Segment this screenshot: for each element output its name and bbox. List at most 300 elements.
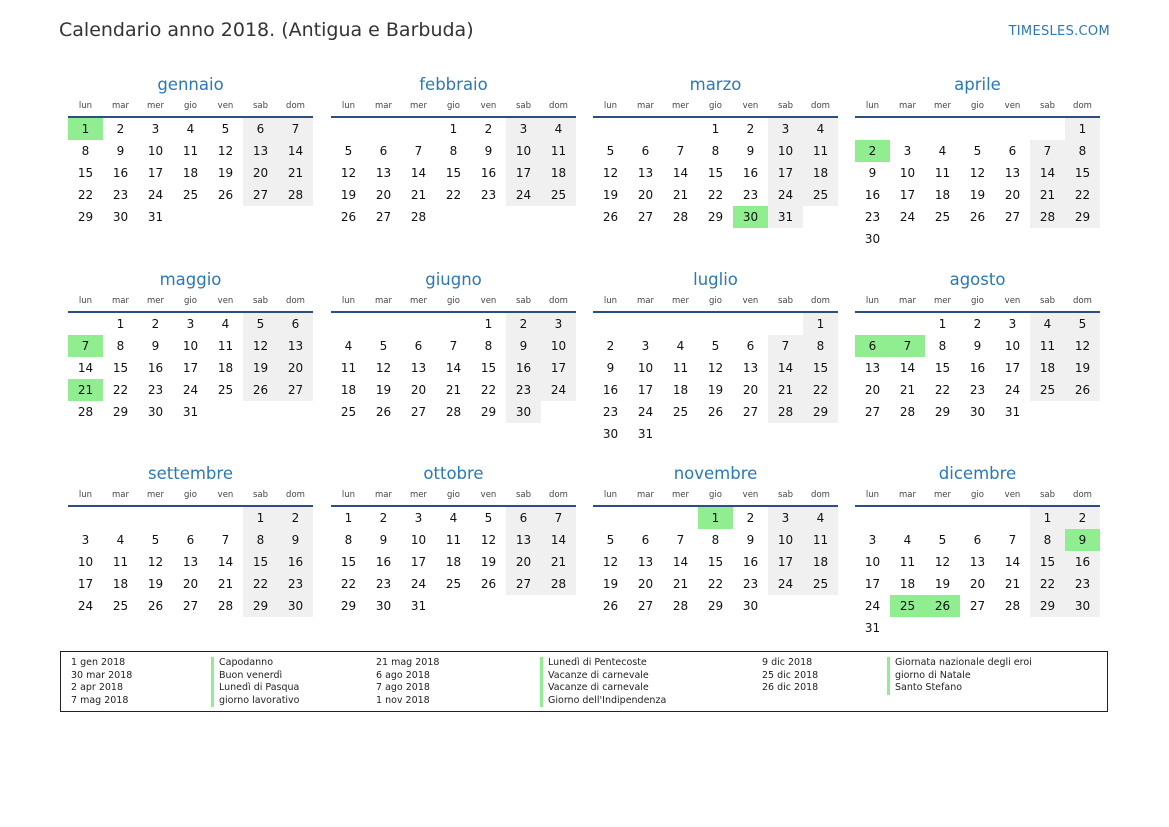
day-cell[interactable]: 20: [375, 188, 392, 202]
day-cell[interactable]: 26: [375, 405, 392, 419]
day-cell[interactable]: 10: [864, 555, 881, 569]
day-cell[interactable]: 26: [969, 210, 986, 224]
day-cell[interactable]: 21: [445, 383, 462, 397]
day-cell[interactable]: 19: [243, 357, 278, 379]
day-cell[interactable]: 23: [506, 379, 541, 401]
day-cell[interactable]: 9: [746, 144, 755, 158]
day-cell[interactable]: 19: [480, 555, 497, 569]
day-cell[interactable]: 27: [864, 405, 881, 419]
day-cell[interactable]: 19: [707, 383, 724, 397]
day-cell[interactable]: 2: [506, 313, 541, 335]
day-cell[interactable]: 11: [672, 361, 689, 375]
day-cell[interactable]: 19: [340, 188, 357, 202]
holiday-day-cell[interactable]: 1: [698, 507, 733, 529]
day-cell[interactable]: 3: [868, 533, 877, 547]
day-cell[interactable]: 10: [77, 555, 94, 569]
day-cell[interactable]: 1: [484, 317, 493, 331]
day-cell[interactable]: 8: [1065, 140, 1100, 162]
day-cell[interactable]: 4: [1030, 313, 1065, 335]
day-cell[interactable]: 29: [707, 599, 724, 613]
day-cell[interactable]: 29: [480, 405, 497, 419]
day-cell[interactable]: 15: [112, 361, 129, 375]
day-cell[interactable]: 23: [375, 577, 392, 591]
day-cell[interactable]: 2: [1065, 507, 1100, 529]
day-cell[interactable]: 20: [410, 383, 427, 397]
day-cell[interactable]: 26: [602, 210, 619, 224]
day-cell[interactable]: 28: [672, 599, 689, 613]
day-cell[interactable]: 3: [641, 339, 650, 353]
day-cell[interactable]: 20: [637, 188, 654, 202]
holiday-day-cell[interactable]: 25: [890, 595, 925, 617]
day-cell[interactable]: 30: [278, 595, 313, 617]
day-cell[interactable]: 5: [973, 144, 982, 158]
day-cell[interactable]: 26: [480, 577, 497, 591]
day-cell[interactable]: 15: [934, 361, 951, 375]
day-cell[interactable]: 24: [410, 577, 427, 591]
day-cell[interactable]: 22: [340, 577, 357, 591]
day-cell[interactable]: 21: [410, 188, 427, 202]
day-cell[interactable]: 24: [506, 184, 541, 206]
day-cell[interactable]: 7: [414, 144, 423, 158]
day-cell[interactable]: 17: [506, 162, 541, 184]
day-cell[interactable]: 8: [81, 144, 90, 158]
day-cell[interactable]: 1: [1030, 507, 1065, 529]
day-cell[interactable]: 22: [934, 383, 951, 397]
day-cell[interactable]: 12: [147, 555, 164, 569]
day-cell[interactable]: 26: [147, 599, 164, 613]
day-cell[interactable]: 30: [506, 401, 541, 423]
day-cell[interactable]: 5: [1065, 313, 1100, 335]
day-cell[interactable]: 25: [340, 405, 357, 419]
day-cell[interactable]: 26: [1065, 379, 1100, 401]
day-cell[interactable]: 15: [445, 166, 462, 180]
day-cell[interactable]: 9: [151, 339, 160, 353]
day-cell[interactable]: 19: [217, 166, 234, 180]
day-cell[interactable]: 17: [410, 555, 427, 569]
day-cell[interactable]: 27: [969, 599, 986, 613]
day-cell[interactable]: 12: [480, 533, 497, 547]
day-cell[interactable]: 17: [864, 577, 881, 591]
day-cell[interactable]: 13: [375, 166, 392, 180]
day-cell[interactable]: 25: [445, 577, 462, 591]
day-cell[interactable]: 28: [445, 405, 462, 419]
day-cell[interactable]: 28: [278, 184, 313, 206]
day-cell[interactable]: 16: [742, 166, 759, 180]
day-cell[interactable]: 4: [449, 511, 458, 525]
day-cell[interactable]: 16: [864, 188, 881, 202]
day-cell[interactable]: 7: [1030, 140, 1065, 162]
day-cell[interactable]: 22: [1065, 184, 1100, 206]
day-cell[interactable]: 15: [1065, 162, 1100, 184]
day-cell[interactable]: 6: [641, 533, 650, 547]
day-cell[interactable]: 13: [506, 529, 541, 551]
day-cell[interactable]: 4: [903, 533, 912, 547]
day-cell[interactable]: 16: [506, 357, 541, 379]
day-cell[interactable]: 12: [1065, 335, 1100, 357]
holiday-day-cell[interactable]: 6: [855, 335, 890, 357]
day-cell[interactable]: 19: [602, 577, 619, 591]
day-cell[interactable]: 9: [379, 533, 388, 547]
day-cell[interactable]: 29: [340, 599, 357, 613]
day-cell[interactable]: 15: [707, 555, 724, 569]
day-cell[interactable]: 28: [541, 573, 576, 595]
day-cell[interactable]: 17: [637, 383, 654, 397]
day-cell[interactable]: 5: [243, 313, 278, 335]
day-cell[interactable]: 27: [742, 405, 759, 419]
day-cell[interactable]: 18: [445, 555, 462, 569]
day-cell[interactable]: 29: [77, 210, 94, 224]
day-cell[interactable]: 9: [746, 533, 755, 547]
day-cell[interactable]: 13: [637, 555, 654, 569]
day-cell[interactable]: 16: [742, 555, 759, 569]
day-cell[interactable]: 19: [147, 577, 164, 591]
day-cell[interactable]: 17: [899, 188, 916, 202]
day-cell[interactable]: 14: [899, 361, 916, 375]
day-cell[interactable]: 8: [803, 335, 838, 357]
day-cell[interactable]: 22: [1030, 573, 1065, 595]
day-cell[interactable]: 9: [868, 166, 877, 180]
day-cell[interactable]: 7: [1008, 533, 1017, 547]
day-cell[interactable]: 6: [746, 339, 755, 353]
day-cell[interactable]: 13: [1004, 166, 1021, 180]
day-cell[interactable]: 6: [278, 313, 313, 335]
day-cell[interactable]: 24: [899, 210, 916, 224]
day-cell[interactable]: 10: [541, 335, 576, 357]
day-cell[interactable]: 27: [637, 210, 654, 224]
day-cell[interactable]: 2: [606, 339, 615, 353]
day-cell[interactable]: 4: [116, 533, 125, 547]
day-cell[interactable]: 11: [899, 555, 916, 569]
day-cell[interactable]: 28: [1004, 599, 1021, 613]
day-cell[interactable]: 24: [637, 405, 654, 419]
day-cell[interactable]: 13: [864, 361, 881, 375]
day-cell[interactable]: 31: [182, 405, 199, 419]
day-cell[interactable]: 3: [1008, 317, 1017, 331]
day-cell[interactable]: 3: [151, 122, 160, 136]
day-cell[interactable]: 23: [742, 577, 759, 591]
day-cell[interactable]: 8: [711, 144, 720, 158]
day-cell[interactable]: 30: [112, 210, 129, 224]
day-cell[interactable]: 28: [77, 405, 94, 419]
day-cell[interactable]: 6: [186, 533, 195, 547]
day-cell[interactable]: 23: [602, 405, 619, 419]
day-cell[interactable]: 11: [803, 529, 838, 551]
holiday-day-cell[interactable]: 7: [68, 335, 103, 357]
day-cell[interactable]: 15: [243, 551, 278, 573]
day-cell[interactable]: 21: [672, 188, 689, 202]
day-cell[interactable]: 7: [541, 507, 576, 529]
day-cell[interactable]: 30: [147, 405, 164, 419]
holiday-day-cell[interactable]: 26: [925, 595, 960, 617]
holiday-day-cell[interactable]: 7: [890, 335, 925, 357]
day-cell[interactable]: 21: [768, 379, 803, 401]
day-cell[interactable]: 4: [803, 118, 838, 140]
day-cell[interactable]: 30: [742, 599, 759, 613]
day-cell[interactable]: 22: [707, 188, 724, 202]
day-cell[interactable]: 22: [243, 573, 278, 595]
day-cell[interactable]: 22: [445, 188, 462, 202]
day-cell[interactable]: 27: [637, 599, 654, 613]
day-cell[interactable]: 1: [711, 122, 720, 136]
day-cell[interactable]: 21: [541, 551, 576, 573]
day-cell[interactable]: 18: [182, 166, 199, 180]
day-cell[interactable]: 7: [768, 335, 803, 357]
day-cell[interactable]: 3: [186, 317, 195, 331]
day-cell[interactable]: 14: [672, 555, 689, 569]
holiday-day-cell[interactable]: 21: [68, 379, 103, 401]
day-cell[interactable]: 16: [969, 361, 986, 375]
day-cell[interactable]: 16: [602, 383, 619, 397]
day-cell[interactable]: 30: [969, 405, 986, 419]
day-cell[interactable]: 5: [344, 144, 353, 158]
day-cell[interactable]: 20: [969, 577, 986, 591]
day-cell[interactable]: 30: [602, 427, 619, 441]
day-cell[interactable]: 9: [606, 361, 615, 375]
day-cell[interactable]: 10: [768, 140, 803, 162]
day-cell[interactable]: 29: [1065, 206, 1100, 228]
day-cell[interactable]: 25: [182, 188, 199, 202]
day-cell[interactable]: 20: [742, 383, 759, 397]
day-cell[interactable]: 1: [803, 313, 838, 335]
day-cell[interactable]: 26: [707, 405, 724, 419]
day-cell[interactable]: 24: [147, 188, 164, 202]
day-cell[interactable]: 14: [1004, 555, 1021, 569]
day-cell[interactable]: 13: [182, 555, 199, 569]
day-cell[interactable]: 24: [864, 599, 881, 613]
day-cell[interactable]: 26: [602, 599, 619, 613]
day-cell[interactable]: 25: [672, 405, 689, 419]
day-cell[interactable]: 1: [344, 511, 353, 525]
day-cell[interactable]: 1: [1065, 118, 1100, 140]
day-cell[interactable]: 22: [77, 188, 94, 202]
day-cell[interactable]: 27: [182, 599, 199, 613]
day-cell[interactable]: 27: [410, 405, 427, 419]
day-cell[interactable]: 2: [151, 317, 160, 331]
day-cell[interactable]: 11: [182, 144, 199, 158]
day-cell[interactable]: 21: [278, 162, 313, 184]
day-cell[interactable]: 28: [1030, 206, 1065, 228]
day-cell[interactable]: 20: [864, 383, 881, 397]
day-cell[interactable]: 19: [969, 188, 986, 202]
day-cell[interactable]: 2: [746, 511, 755, 525]
day-cell[interactable]: 20: [278, 357, 313, 379]
day-cell[interactable]: 5: [711, 339, 720, 353]
day-cell[interactable]: 25: [803, 184, 838, 206]
day-cell[interactable]: 23: [1065, 573, 1100, 595]
day-cell[interactable]: 13: [637, 166, 654, 180]
day-cell[interactable]: 7: [278, 118, 313, 140]
day-cell[interactable]: 29: [803, 401, 838, 423]
day-cell[interactable]: 25: [803, 573, 838, 595]
day-cell[interactable]: 3: [541, 313, 576, 335]
day-cell[interactable]: 9: [973, 339, 982, 353]
day-cell[interactable]: 18: [541, 162, 576, 184]
day-cell[interactable]: 30: [1065, 595, 1100, 617]
day-cell[interactable]: 22: [112, 383, 129, 397]
day-cell[interactable]: 14: [768, 357, 803, 379]
day-cell[interactable]: 23: [969, 383, 986, 397]
day-cell[interactable]: 12: [217, 144, 234, 158]
day-cell[interactable]: 11: [112, 555, 129, 569]
day-cell[interactable]: 18: [934, 188, 951, 202]
day-cell[interactable]: 3: [768, 507, 803, 529]
day-cell[interactable]: 8: [116, 339, 125, 353]
day-cell[interactable]: 29: [243, 595, 278, 617]
day-cell[interactable]: 6: [973, 533, 982, 547]
day-cell[interactable]: 18: [217, 361, 234, 375]
day-cell[interactable]: 6: [379, 144, 388, 158]
day-cell[interactable]: 6: [641, 144, 650, 158]
day-cell[interactable]: 9: [278, 529, 313, 551]
holiday-day-cell[interactable]: 9: [1065, 529, 1100, 551]
day-cell[interactable]: 16: [278, 551, 313, 573]
day-cell[interactable]: 7: [676, 533, 685, 547]
day-cell[interactable]: 18: [1030, 357, 1065, 379]
day-cell[interactable]: 31: [864, 621, 881, 635]
day-cell[interactable]: 13: [243, 140, 278, 162]
day-cell[interactable]: 12: [340, 166, 357, 180]
day-cell[interactable]: 3: [506, 118, 541, 140]
day-cell[interactable]: 11: [934, 166, 951, 180]
day-cell[interactable]: 13: [969, 555, 986, 569]
day-cell[interactable]: 30: [864, 232, 881, 246]
day-cell[interactable]: 13: [742, 361, 759, 375]
holiday-day-cell[interactable]: 1: [68, 118, 103, 140]
day-cell[interactable]: 25: [112, 599, 129, 613]
day-cell[interactable]: 27: [243, 184, 278, 206]
day-cell[interactable]: 10: [182, 339, 199, 353]
day-cell[interactable]: 5: [938, 533, 947, 547]
day-cell[interactable]: 14: [278, 140, 313, 162]
day-cell[interactable]: 22: [480, 383, 497, 397]
day-cell[interactable]: 19: [1065, 357, 1100, 379]
day-cell[interactable]: 14: [672, 166, 689, 180]
day-cell[interactable]: 4: [541, 118, 576, 140]
day-cell[interactable]: 16: [147, 361, 164, 375]
day-cell[interactable]: 22: [803, 379, 838, 401]
day-cell[interactable]: 20: [637, 577, 654, 591]
day-cell[interactable]: 10: [410, 533, 427, 547]
day-cell[interactable]: 19: [602, 188, 619, 202]
day-cell[interactable]: 23: [147, 383, 164, 397]
day-cell[interactable]: 15: [1030, 551, 1065, 573]
day-cell[interactable]: 30: [375, 599, 392, 613]
day-cell[interactable]: 1: [449, 122, 458, 136]
day-cell[interactable]: 13: [410, 361, 427, 375]
day-cell[interactable]: 14: [541, 529, 576, 551]
day-cell[interactable]: 12: [969, 166, 986, 180]
day-cell[interactable]: 3: [768, 118, 803, 140]
day-cell[interactable]: 11: [445, 533, 462, 547]
day-cell[interactable]: 23: [278, 573, 313, 595]
day-cell[interactable]: 31: [637, 427, 654, 441]
day-cell[interactable]: 1: [116, 317, 125, 331]
site-logo-link[interactable]: TIMESLES.COM: [1008, 24, 1110, 39]
day-cell[interactable]: 17: [182, 361, 199, 375]
day-cell[interactable]: 7: [676, 144, 685, 158]
day-cell[interactable]: 18: [803, 551, 838, 573]
day-cell[interactable]: 26: [340, 210, 357, 224]
day-cell[interactable]: 24: [768, 184, 803, 206]
day-cell[interactable]: 25: [1030, 379, 1065, 401]
day-cell[interactable]: 18: [112, 577, 129, 591]
day-cell[interactable]: 3: [81, 533, 90, 547]
day-cell[interactable]: 15: [77, 166, 94, 180]
day-cell[interactable]: 28: [672, 210, 689, 224]
day-cell[interactable]: 2: [116, 122, 125, 136]
day-cell[interactable]: 5: [221, 122, 230, 136]
day-cell[interactable]: 8: [484, 339, 493, 353]
day-cell[interactable]: 4: [803, 507, 838, 529]
day-cell[interactable]: 24: [541, 379, 576, 401]
day-cell[interactable]: 17: [147, 166, 164, 180]
day-cell[interactable]: 10: [1004, 339, 1021, 353]
day-cell[interactable]: 27: [1004, 210, 1021, 224]
day-cell[interactable]: 8: [243, 529, 278, 551]
day-cell[interactable]: 23: [112, 188, 129, 202]
day-cell[interactable]: 2: [379, 511, 388, 525]
day-cell[interactable]: 6: [243, 118, 278, 140]
day-cell[interactable]: 18: [672, 383, 689, 397]
day-cell[interactable]: 20: [182, 577, 199, 591]
day-cell[interactable]: 10: [637, 361, 654, 375]
day-cell[interactable]: 8: [1030, 529, 1065, 551]
day-cell[interactable]: 21: [899, 383, 916, 397]
day-cell[interactable]: 15: [707, 166, 724, 180]
day-cell[interactable]: 27: [506, 573, 541, 595]
day-cell[interactable]: 17: [768, 162, 803, 184]
day-cell[interactable]: 31: [1004, 405, 1021, 419]
day-cell[interactable]: 15: [480, 361, 497, 375]
day-cell[interactable]: 23: [480, 188, 497, 202]
day-cell[interactable]: 24: [768, 573, 803, 595]
day-cell[interactable]: 21: [1004, 577, 1021, 591]
day-cell[interactable]: 5: [484, 511, 493, 525]
day-cell[interactable]: 15: [340, 555, 357, 569]
day-cell[interactable]: 8: [711, 533, 720, 547]
day-cell[interactable]: 6: [1008, 144, 1017, 158]
day-cell[interactable]: 26: [217, 188, 234, 202]
day-cell[interactable]: 20: [243, 162, 278, 184]
day-cell[interactable]: 29: [934, 405, 951, 419]
day-cell[interactable]: 7: [221, 533, 230, 547]
day-cell[interactable]: 3: [903, 144, 912, 158]
day-cell[interactable]: 14: [217, 555, 234, 569]
day-cell[interactable]: 2: [746, 122, 755, 136]
day-cell[interactable]: 28: [768, 401, 803, 423]
day-cell[interactable]: 31: [410, 599, 427, 613]
day-cell[interactable]: 5: [606, 144, 615, 158]
day-cell[interactable]: 23: [742, 188, 759, 202]
day-cell[interactable]: 10: [147, 144, 164, 158]
day-cell[interactable]: 24: [77, 599, 94, 613]
day-cell[interactable]: 21: [1030, 184, 1065, 206]
day-cell[interactable]: 31: [147, 210, 164, 224]
day-cell[interactable]: 6: [414, 339, 423, 353]
day-cell[interactable]: 26: [243, 379, 278, 401]
day-cell[interactable]: 16: [375, 555, 392, 569]
day-cell[interactable]: 1: [938, 317, 947, 331]
day-cell[interactable]: 14: [1030, 162, 1065, 184]
day-cell[interactable]: 17: [1004, 361, 1021, 375]
day-cell[interactable]: 23: [864, 210, 881, 224]
day-cell[interactable]: 1: [243, 507, 278, 529]
day-cell[interactable]: 27: [375, 210, 392, 224]
day-cell[interactable]: 11: [340, 361, 357, 375]
day-cell[interactable]: 12: [934, 555, 951, 569]
day-cell[interactable]: 11: [803, 140, 838, 162]
day-cell[interactable]: 4: [186, 122, 195, 136]
